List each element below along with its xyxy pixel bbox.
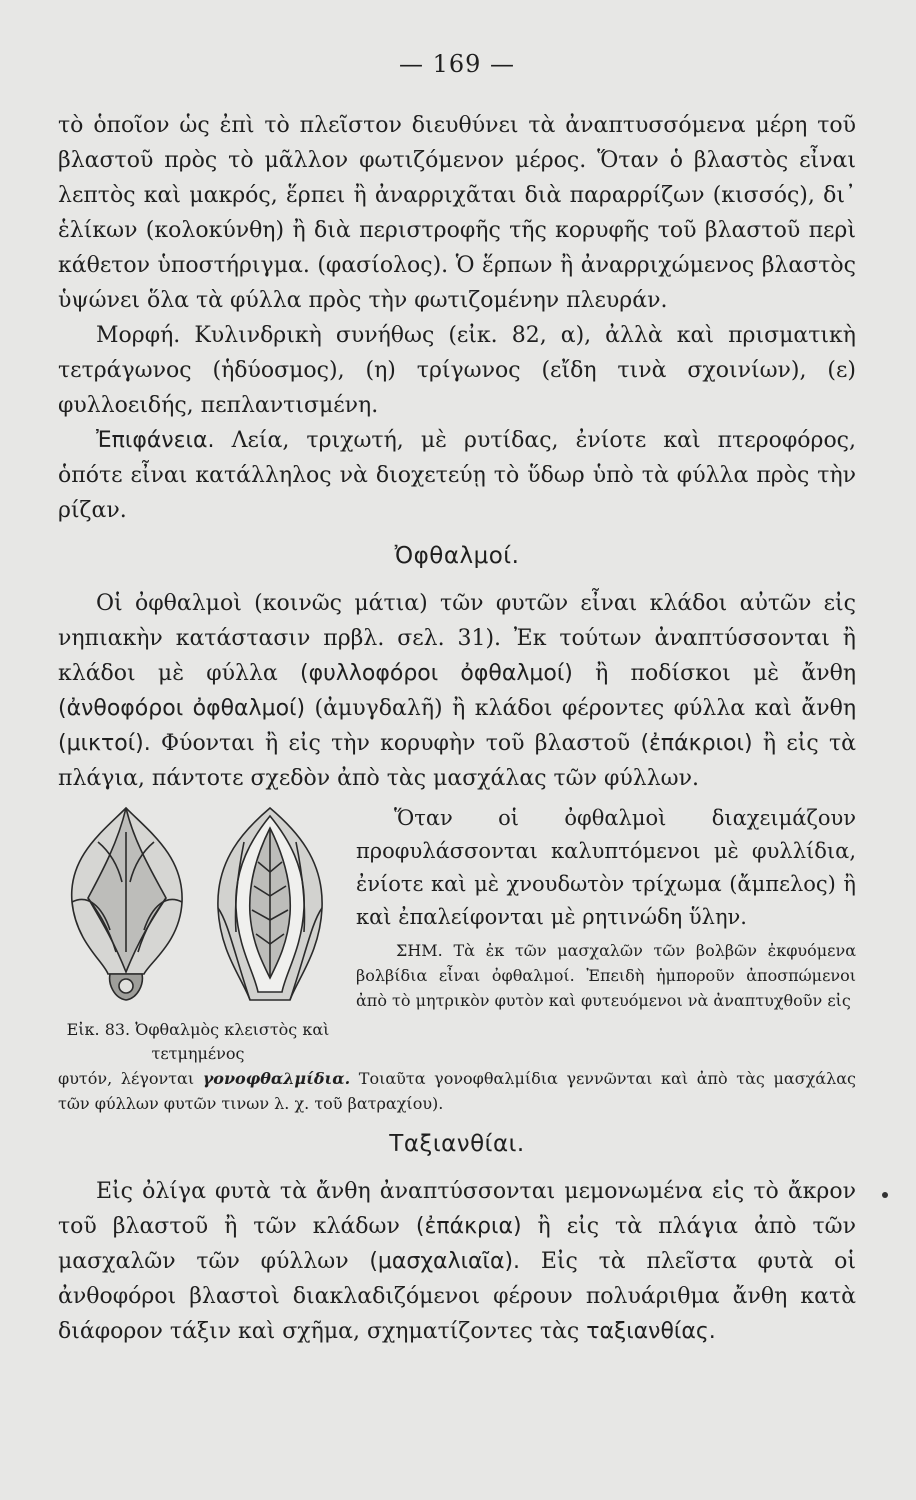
surface-text: Λεία, τριχωτή, μὲ ρυτίδας, ἐνίοτε καὶ πτεροφόρος, ὁπότε εἶναι κατάλληλος νὰ διοχετεύῃ τὸ ὕδωρ ὑπὸ τὰ φύλλα πρὸς τὴν ρίζαν. [58,428,857,523]
paragraph-inflorescences [58,1174,856,1349]
paragraph-winter-buds: Ὅταν οἱ ὀφθαλμοὶ διαχειμάζουν προφυλάσσονται καλυπτόμενοι μὲ φυλλίδια, ἐνίοτε καὶ μὲ χνουδωτὸν τρίχωμα (ἄμπελος) ἢ καὶ ἐπαλείφονται μὲ ρητινώδη ὕλην. [356,806,856,929]
inflo-text-1: Εἰς ὀλίγα φυτὰ τὰ ἄνθη ἀναπτύσσονται μεμονωμένα εἰς τὸ ἄκρον τοῦ βλαστοῦ ἢ τῶν κλάδων [58,1179,856,1239]
figure-block [58,802,856,1066]
margin-dot [882,1192,888,1198]
sectioned-bud-icon [218,808,322,1000]
note-tail [58,1066,856,1116]
page-number: — 169 — [398,50,516,78]
buds-text-5: ἢ εἰς τὰ πλάγια, πάντοτε σχεδὸν ἀπὸ τὰς μασχάλας τῶν φύλλων. [58,731,857,791]
term-flower-buds: (ἀνθοφόροι ὀφθαλμοί) [58,696,306,721]
paragraph-buds [58,586,856,796]
term-terminal: (ἐπάκρια) [415,1214,522,1239]
term-inflorescences: ταξιανθίας. [586,1319,716,1344]
term-mixed-buds: (μικτοί). [58,731,151,756]
term-gonophthalmidia: γονοφθαλμίδια. [202,1069,351,1088]
note-label: ΣΗΜ. [396,941,443,960]
paragraph-surface [58,423,856,528]
note-bulbils [356,938,856,1013]
bud-illustration [58,802,344,1012]
buds-text-4: Φύονται ἢ εἰς τὴν κορυφὴν τοῦ βλαστοῦ [161,731,631,756]
note-tail-text-2: Τοιαῦτα γονοφθαλμίδια γεννῶνται καὶ ἀπὸ τὰς μασχάλας τῶν φύλλων φυτῶν τινων λ. χ. τοῦ βατραχίου). [58,1069,857,1113]
heading-inflorescences: Ταξιανθίαι. [389,1131,525,1157]
paragraph-stem-direction: τὸ ὁποῖον ὡς ἐπὶ τὸ πλεῖστον διευθύνει τὰ ἀναπτυσσόμενα μέρη τοῦ βλαστοῦ πρὸς τὸ μᾶλλον φωτιζόμενον μέρος. Ὅταν ὁ βλαστὸς εἶναι λεπτὸς καὶ μακρός, ἕρπει ἢ ἀναρριχᾶται διὰ παραρρίζων (κισσός), δι᾽ ἑλίκων (κολοκύνθη) ἢ διὰ περιστροφῆς τῆς κορυφῆς τοῦ βλαστοῦ περὶ κάθετον ὑποστήριγμα. (φασίολος). Ὁ ἕρπων ἢ ἀναρριχώμενος βλαστὸς ὑψώνει ὅλα τὰ φύλλα πρὸς τὴν φωτιζομένην πλευράν. [58,113,856,313]
figure-side-text [344,802,856,1066]
term-axillary: (μασχαλιαῖα). [369,1249,521,1274]
buds-text-2: ἢ ποδίσκοι μὲ ἄνθη [595,661,856,686]
figure-caption: Εἰκ. 83. Ὀφθαλμὸς κλειστὸς καὶ τετμημένος [66,1020,330,1063]
heading-buds: Ὀφθαλμοί. [394,543,520,569]
note-tail-text-1: φυτόν, λέγονται [58,1069,195,1088]
inflo-text-2: ἢ εἰς τὰ πλάγια ἀπὸ τῶν μασχαλῶν τῶν φύλλων [58,1214,856,1274]
figure-83 [58,802,344,1066]
buds-text-3: (ἀμυγδαλῆ) ἢ κλάδοι φέροντες φύλλα καὶ ἄνθη [314,696,856,721]
surface-label: Ἐπιφάνεια. [96,428,215,453]
term-leaf-buds: (φυλλοφόροι ὀφθαλμοί) [300,661,573,686]
inflo-text-3: Εἰς τὰ πλεῖστα φυτὰ οἱ ἀνθοφόροι βλαστοὶ διακλαδιζόμενοι φέρουν πολυάριθμα ἄνθη κατὰ διάφορον τάξιν καὶ σχῆμα, σχηματίζοντες τὰς [58,1249,856,1344]
term-terminal-buds: (ἐπάκριοι) [640,731,753,756]
note-text: Τὰ ἐκ τῶν μασχαλῶν τῶν βολβῶν ἐκφυόμενα βολβίδια εἶναι ὀφθαλμοί. Ἐπειδὴ ἠμποροῦν ἀποσπώμενοι ἀπὸ τὸ μητρικὸν φυτὸν καὶ φυτευόμενοι νὰ ἀναπτυχθοῦν εἰς [356,941,856,1010]
buds-text-1: Οἱ ὀφθαλμοὶ (κοινῶς μάτια) τῶν φυτῶν εἶναι κλάδοι αὐτῶν εἰς νηπιακὴν κατάστασιν πρβλ. σελ. 31). Ἐκ τούτων ἀναπτύσσονται ἢ κλάδοι μὲ φύλλα [58,591,856,686]
closed-bud-icon [72,808,182,1000]
paragraph-shape: Μορφή. Κυλινδρικὴ συνήθως (εἰκ. 82, α), ἀλλὰ καὶ πρισματικὴ τετράγωνος (ἡδύοσμος), (η) τρίγωνος (εἴδη τινὰ σχοινίων), (ε) φυλλοειδής, πεπλαντισμένη. [58,323,856,418]
